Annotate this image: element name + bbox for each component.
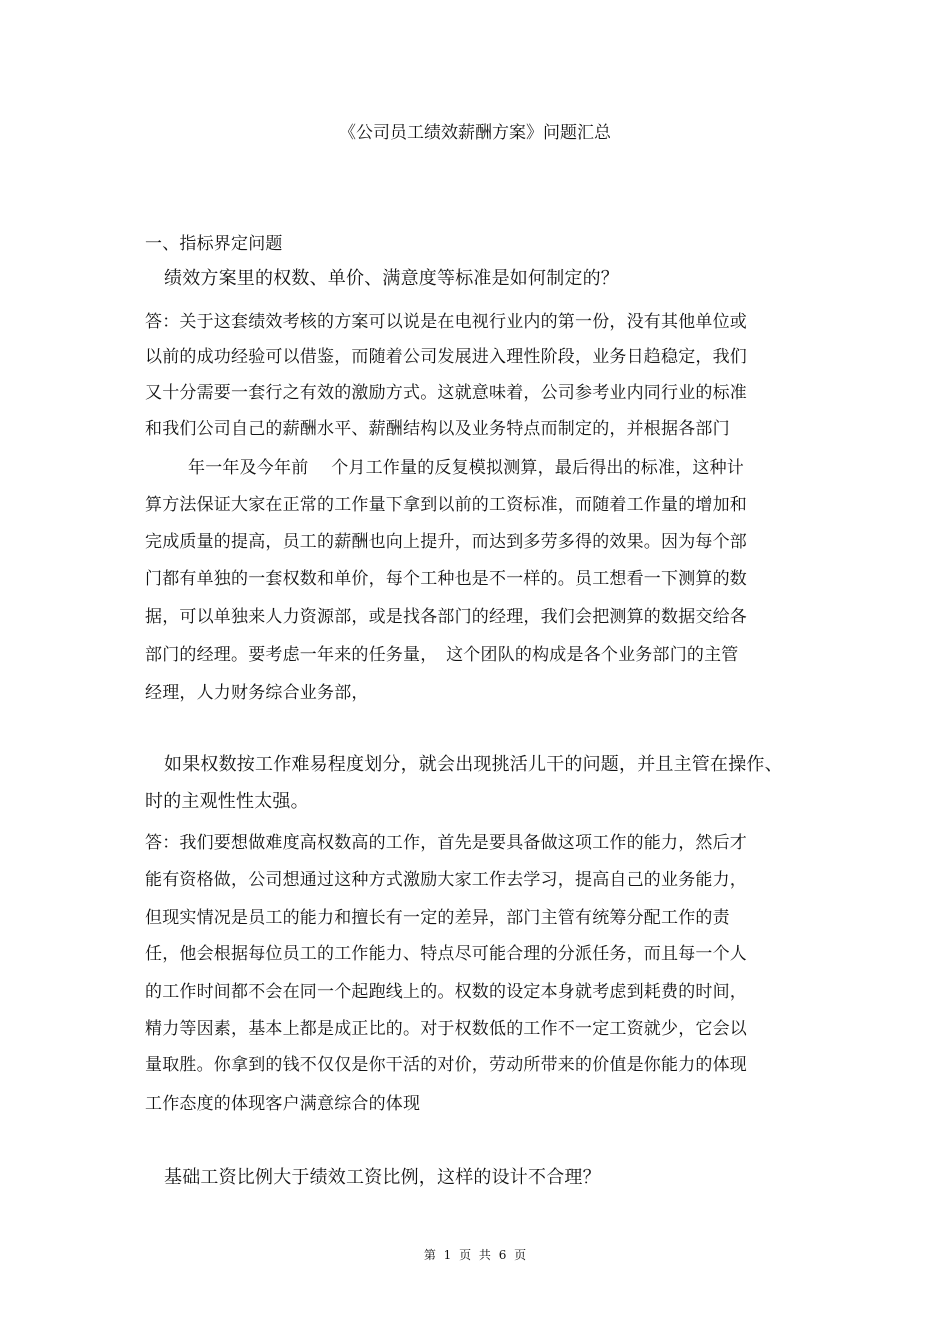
answer-1-line: 部门的经理。要考虑一年来的任务量， 这个团队的构成是各个业务部门的主管 [145, 645, 739, 665]
question-3: 基础工资比例大于绩效工资比例，这样的设计不合理？ [164, 1167, 601, 1188]
page-footer: 第 1 页 共 6 页 [423, 1248, 527, 1262]
answer-1-line: 据，可以单独来人力资源部，或是找各部门的经理，我们会把测算的数据交给各 [145, 607, 747, 627]
answer-1-line: 完成质量的提高，员工的薪酬也向上提升，而达到多劳多得的效果。因为每个部 [145, 532, 747, 552]
answer-1-line: 算方法保证大家在正常的工作量下拿到以前的工资标准，而随着工作量的增加和 [145, 495, 747, 515]
question-2-line: 时的主观性性太强。 [145, 791, 309, 812]
answer-2-line: 量取胜。你拿到的钱不仅仅是你干活的对价，劳动所带来的价值是你能力的体现 [145, 1055, 747, 1075]
answer-1-line: 又十分需要一套行之有效的激励方式。这就意味着，公司参考业内同行业的标准 [145, 383, 747, 403]
section-heading: 一、指标界定问题 [145, 234, 283, 254]
answer-1-line: 门都有单独的一套权数和单价，每个工种也是不一样的。员工想看一下测算的数 [145, 569, 747, 589]
answer-2-line: 的工作时间都不会在同一个起跑线上的。权数的设定本身就考虑到耗费的时间， [145, 982, 747, 1002]
answer-1-line: 年一年及今年前 个月工作量的反复模拟测算，最后得出的标准，这种计 [188, 458, 745, 478]
answer-2-line: 任，他会根据每位员工的工作能力、特点尽可能合理的分派任务，而且每一个人 [145, 944, 747, 964]
answer-1-line: 和我们公司自己的薪酬水平、薪酬结构以及业务特点而制定的，并根据各部门 [145, 419, 730, 439]
answer-2-line: 能有资格做，公司想通过这种方式激励大家工作去学习，提高自己的业务能力， [145, 870, 747, 890]
answer-2-line: 但现实情况是员工的能力和擅长有一定的差异，部门主管有统筹分配工作的责 [145, 908, 730, 928]
answer-1-line: 以前的成功经验可以借鉴，而随着公司发展进入理性阶段，业务日趋稳定，我们 [145, 347, 747, 367]
answer-1-line: 答：关于这套绩效考核的方案可以说是在电视行业内的第一份，没有其他单位或 [145, 312, 747, 332]
question-1: 绩效方案里的权数、单价、满意度等标准是如何制定的？ [164, 268, 619, 289]
document-title: 《公司员工绩效薪酬方案》问题汇总 [339, 123, 611, 143]
answer-1-line: 经理，人力财务综合业务部， [145, 683, 369, 703]
question-2-line: 如果权数按工作难易程度划分，就会出现挑活儿干的问题，并且主管在操作、 [164, 754, 783, 775]
answer-2-line: 工作态度的体现客户满意综合的体现 [145, 1094, 421, 1114]
answer-2-line: 精力等因素，基本上都是成正比的。对于权数低的工作不一定工资就少，它会以 [145, 1019, 747, 1039]
answer-2-line: 答：我们要想做难度高权数高的工作，首先是要具备做这项工作的能力，然后才 [145, 833, 747, 853]
